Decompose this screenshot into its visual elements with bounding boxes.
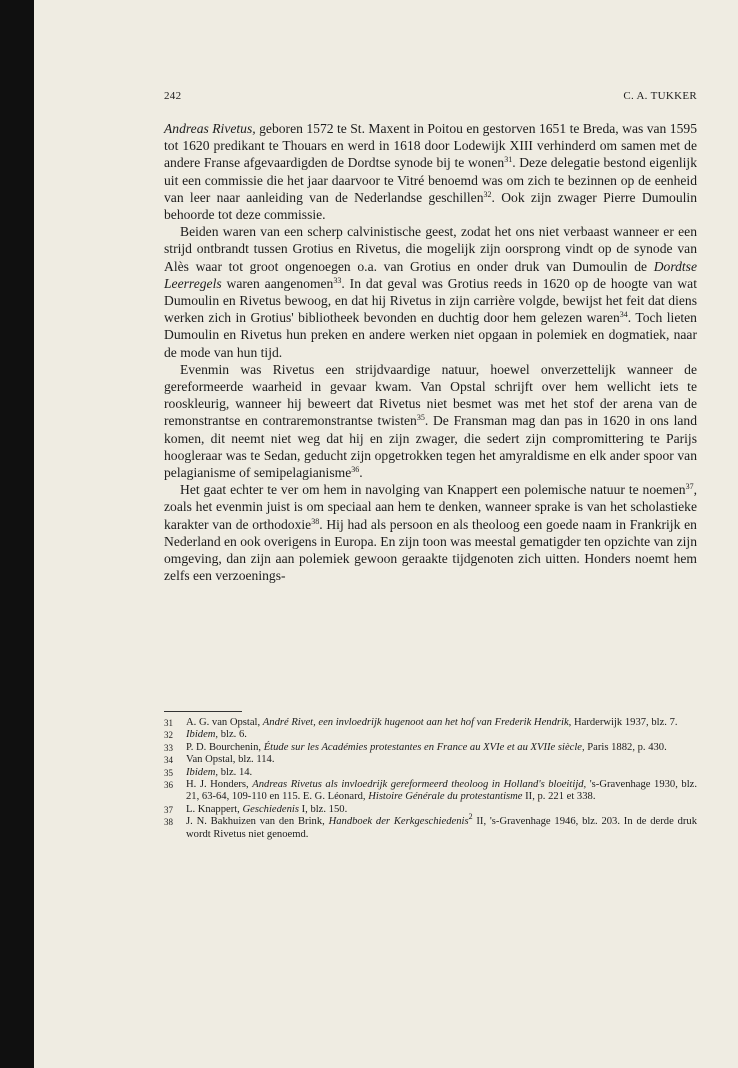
text-run: Evenmin was Rivetus een strijdvaardige natuur, hoewel onverzettelijk wanneer de gereformeerde waarheid in gevaar kwam. Van Opstal schrijft over hem wellicht iets te rooskleurig, wanneer hij beweert dat Rivetus niet besmet was met het stof der arena van de remonstrantse en contraremonstrantse twisten <box>164 361 697 429</box>
running-title: C. A. TUKKER <box>623 90 697 102</box>
footnote <box>164 754 697 766</box>
text-run: J. N. Bakhuizen van den Brink, <box>186 816 329 828</box>
text-run: . Toch lieten Dumoulin en Rivetus hun preken en andere werken niet opgaan in polemiek en dogmatiek, naar de mode van hun tijd. <box>164 310 697 360</box>
footnote <box>164 717 697 729</box>
text-run: . De Fransman mag dan pas in 1620 in ons land komen, dit neemt niet weg dat hij en zijn zwager, die sedert zijn compromittering te Parijs hoogleraar was te Sedan, geducht zijn opgetrokken tegen het amyraldisme en elk ander spoor van pelagianisme of semipelagianisme <box>164 413 697 481</box>
text-run: I, blz. 150. <box>298 803 348 815</box>
footnote-number: 34 <box>164 755 173 766</box>
footnote-text <box>186 742 697 754</box>
page-header <box>164 90 697 104</box>
footnote-ref: 34 <box>619 310 628 320</box>
italic-text: André Rivet, een invloedrijk hugenoot aan het hof van Frederik Hendrik, <box>262 717 572 728</box>
text-run: P. D. Bourchenin, <box>186 741 264 753</box>
text-run: geboren 1572 te St. Maxent in Poitou en gestorven 1651 te Breda, was van 1595 tot 1620 predikant te Thouars en werd in 1618 door Lodewijk XIII verhinderd om samen met de andere Franse afgevaardigden de Dordtse synode bij te wonen <box>164 121 697 171</box>
footnote-ref: 33 <box>333 275 342 285</box>
text-run: Van Opstal, blz. 114. <box>186 754 275 766</box>
italic-text: Étude sur les Académies protestantes en France au XVIe et au XVIIe siècle, <box>263 741 585 753</box>
footnote-ref: 37 <box>685 482 694 492</box>
text-run: . Ook zijn zwager Pierre Dumoulin behoorde tot deze commissie. <box>164 189 697 223</box>
footnote-divider <box>164 711 242 712</box>
text-run: . Deze delegatie bestond eigenlijk uit een commissie die het jaar daarvoor te Vitré benoemd was om zich te bezinnen op de eenheid van leer naar aanleiding van de Nederlandse geschillen <box>164 155 697 205</box>
footnote-number: 36 <box>164 780 173 791</box>
italic-text: Ibidem, <box>186 766 219 778</box>
text-run: A. G. van Opstal, <box>186 717 263 728</box>
footnote <box>164 742 697 754</box>
text-run: II, 's-Gravenhage 1946, blz. 203. In de derde druk wordt Rivetus niet genoemd. <box>186 816 697 840</box>
footnote-text <box>186 729 697 741</box>
text-run: L. Knappert, <box>186 803 243 815</box>
footnote-number: 31 <box>164 718 173 728</box>
italic-text: Andreas Rivetus, <box>164 121 256 136</box>
italic-text: Dordtse Leerregels <box>164 258 697 291</box>
text-run: 's-Gravenhage 1930, blz. 21, 63-64, 109-110 en 115. E. G. Léonard, <box>186 779 698 803</box>
footnote-ref: 2 <box>468 812 473 822</box>
text-run: Paris 1882, p. 430. <box>584 741 667 753</box>
footnote-text <box>186 812 697 841</box>
footnote-text <box>186 804 697 816</box>
footnote-text <box>186 779 697 804</box>
text-run: waren aangenomen <box>221 275 334 291</box>
footnote <box>164 812 697 841</box>
footnote <box>164 804 697 816</box>
body-text <box>164 120 697 584</box>
text-run: blz. 6. <box>218 729 247 741</box>
page <box>34 0 738 1068</box>
footnote-number: 33 <box>164 742 173 753</box>
paragraph <box>164 223 697 361</box>
text-run: H. J. Honders, <box>186 779 253 791</box>
footnote-ref: 35 <box>416 413 425 423</box>
footnote-ref: 32 <box>483 189 492 199</box>
text-run: Beiden waren van een scherp calvinistische geest, zodat het ons niet verbaast wanneer er een strijd ontbrandt tussen Grotius en Rivetus, die mogelijk zijn oorsprong vindt op de synode van Alès waar tot groot ongenoegen o.a. van Grotius en onder druk van Dumoulin de <box>164 224 697 274</box>
paragraph <box>164 361 697 481</box>
footnote-text <box>186 767 697 779</box>
footnote-ref: 31 <box>504 155 513 165</box>
text-run: , zoals het evenmin juist is om speciaal aan hem te denken, wanneer sprake is van het scholastieke karakter van de orthodoxie <box>164 482 697 532</box>
footnote <box>164 779 697 804</box>
footnote-number: 38 <box>164 817 173 828</box>
footnote-ref: 36 <box>351 465 360 475</box>
text-run: . <box>359 465 363 481</box>
footnote-number: 32 <box>164 730 173 741</box>
footnote-text <box>186 754 697 766</box>
text-run: . Hij had als persoon en als theoloog een goede naam in Frankrijk en Nederland en ook overigens in Europa. En zijn toon was meestal gematigder ten opzichte van zijn omgeving, dan zijn aan polemiek gewoon geraakte tijdgenoten zich uitten. Honders noemt hem zelfs een verzoenings- <box>164 516 698 584</box>
footnotes <box>164 717 697 841</box>
footnote-number: 37 <box>164 804 173 815</box>
footnote-number: 35 <box>164 767 173 778</box>
footnote-ref: 38 <box>311 516 320 526</box>
text-run: II, p. 221 et 338. <box>522 791 596 803</box>
text-run: blz. 14. <box>218 766 253 778</box>
text-run: Harderwijk 1937, blz. 7. <box>571 717 678 728</box>
italic-text: Histoire Générale du protestantisme <box>368 791 523 803</box>
italic-text: Andreas Rivetus als invloedrijk gereformeerd theoloog in Holland's bloeitijd, <box>252 779 587 791</box>
italic-text: Geschiedenis <box>242 803 299 815</box>
italic-text: Ibidem, <box>186 729 219 741</box>
page-number: 242 <box>164 90 182 102</box>
text-run: . In dat geval was Grotius reeds in 1620 op de hoogte van wat Dumoulin en Rivetus bewoog, en dat hij Rivetus in zijn carrière volgde, bewijst het feit dat diens werken zich in Grotius' bibliotheek bevonden en duchtig door hem gelezen waren <box>164 275 697 326</box>
paragraph <box>164 481 697 584</box>
footnote-text <box>186 717 697 729</box>
italic-text: Handboek der Kerkgeschiedenis <box>328 816 469 828</box>
text-run: Het gaat echter te ver om hem in navolging van Knappert een polemische natuur te noemen <box>180 482 686 498</box>
footnote <box>164 729 697 741</box>
footnote <box>164 767 697 779</box>
paragraph <box>164 120 697 223</box>
